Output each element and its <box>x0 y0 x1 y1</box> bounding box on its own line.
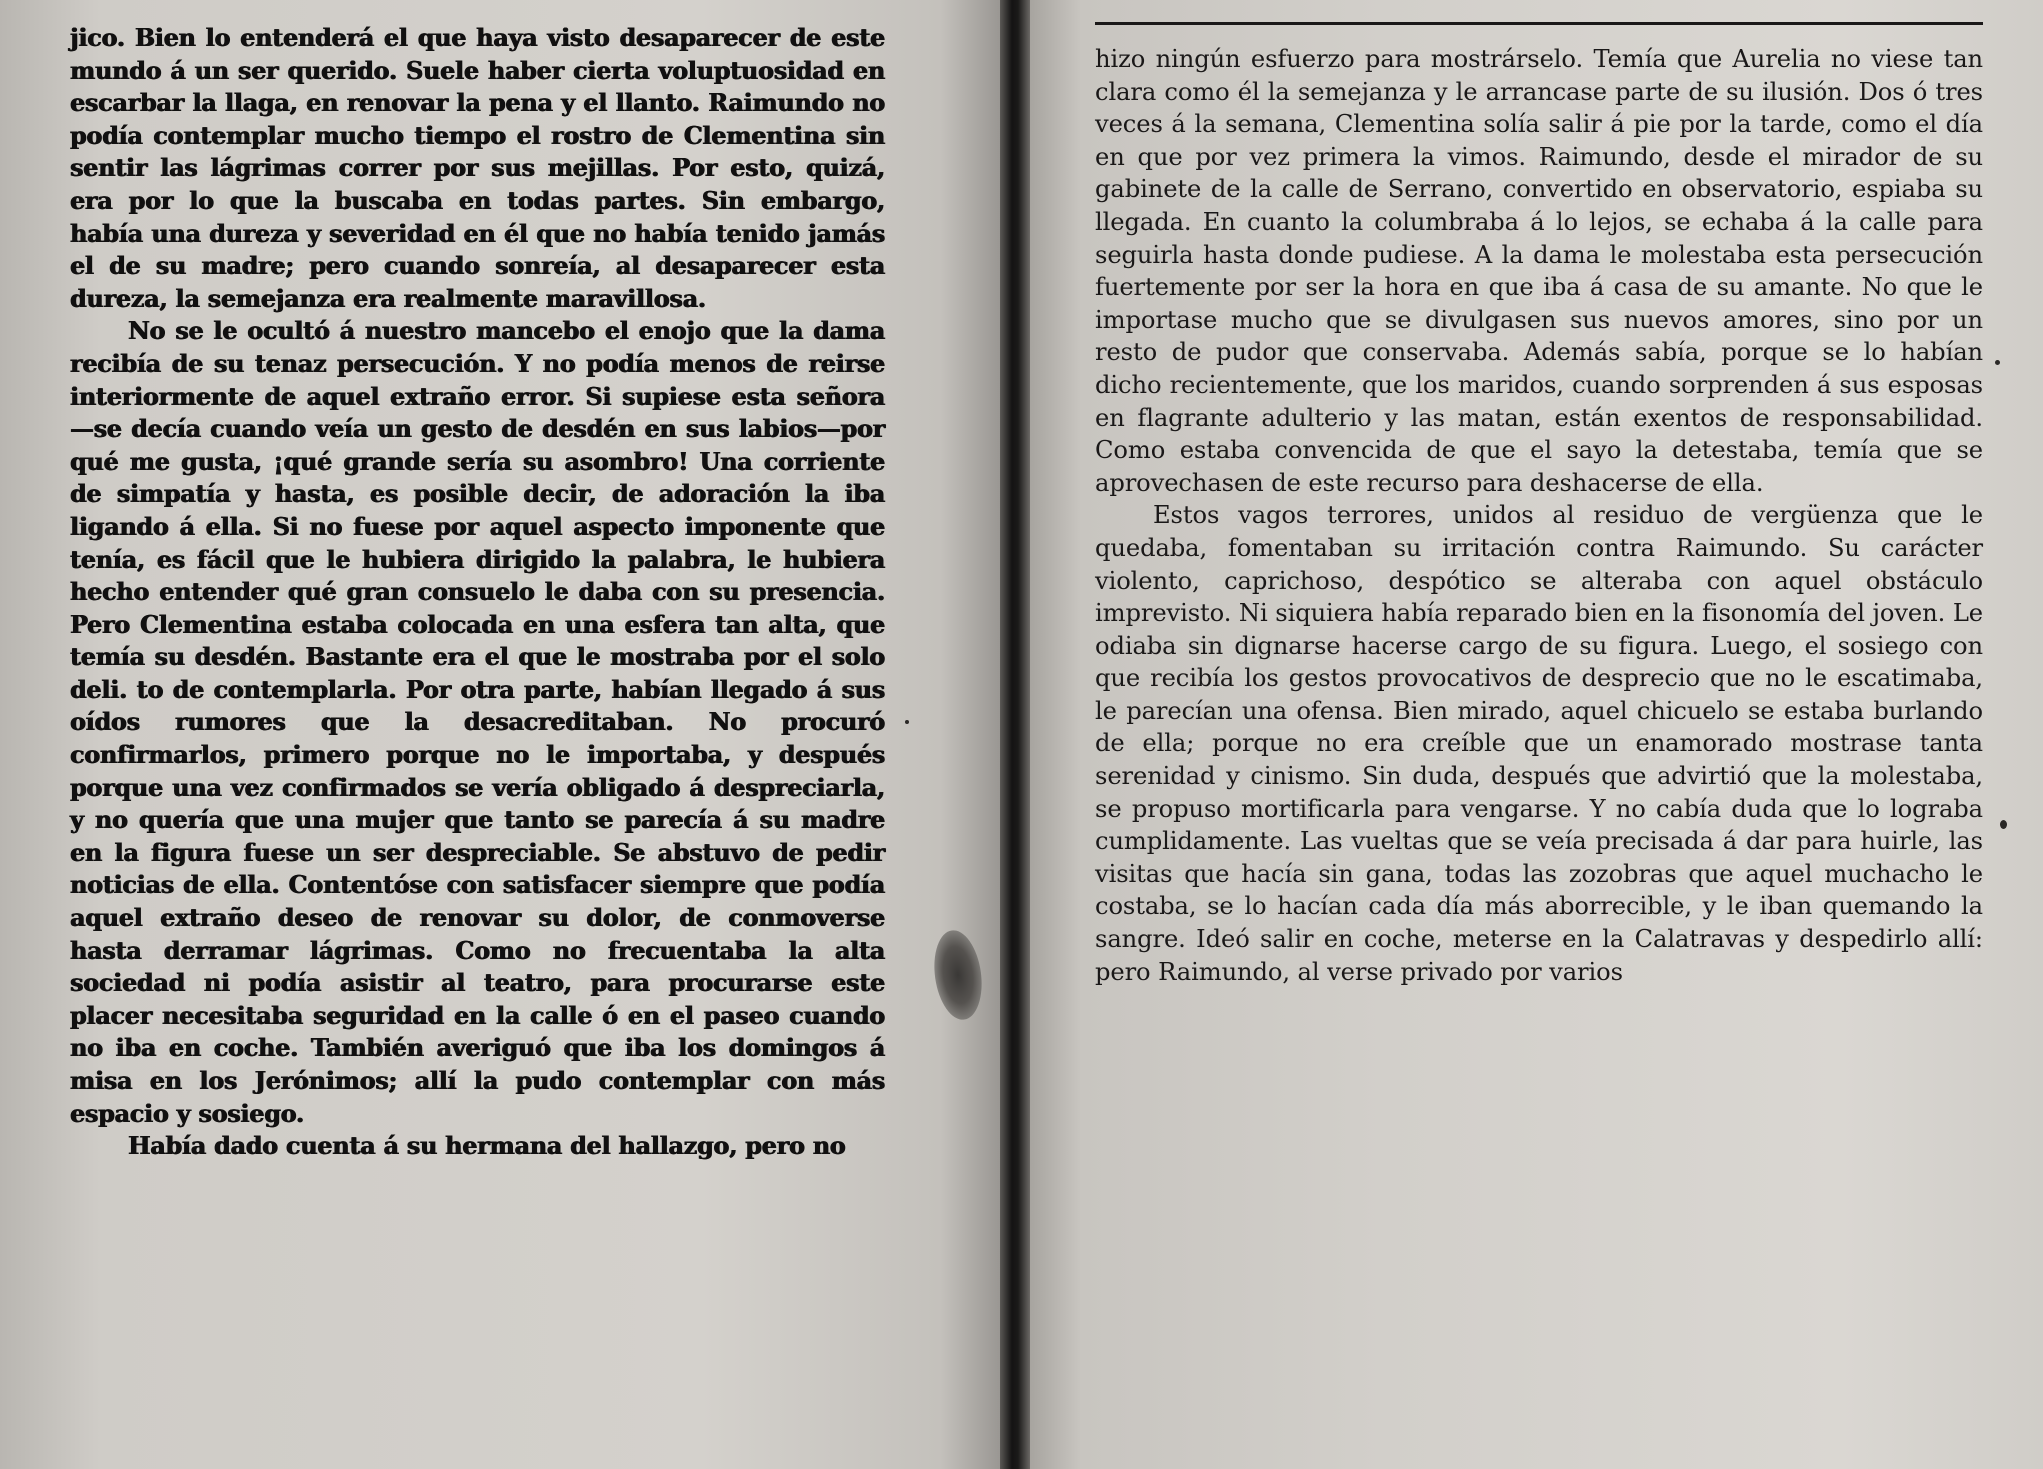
left-paragraph-2: No se le ocultó á nuestro mancebo el enojo que la dama recibía de su tenaz persecución. Y no podía menos de reirse interiormente de aquel extraño error. Si supiese esta señora—se decía cuando veía un gesto de desdén en sus labios—por qué me gusta, ¡qué grande sería su asombro! Una corriente de simpatía y hasta, es posible decir, de adoración la iba ligando á ella. Si no fuese por aquel aspecto imponente que tenía, es fácil que le hubiera dirigido la palabra, le hubiera hecho entender qué gran consuelo le daba con su presencia. Pero Clementina estaba colocada en una esfera tan alta, que temía su desdén. Bastante era el que le mostraba por el solo deli. to de contemplarla. Por otra parte, habían llegado á sus oídos rumores que la desacreditaban. No procuró confirmarlos, primero porque no le importaba, y después porque una vez confirmados se vería obligado á despreciarla, y no quería que una mujer que tanto se parecía á su madre en la figura fuese un ser despreciable. Se abstuvo de pedir noticias de ella. Contentóse con satisfacer siempre que podía aquel extraño deseo de renovar su dolor, de conmoverse hasta derramar lágrimas. Como no frecuentaba la alta sociedad ni podía asistir al teatro, para procurarse este placer necesitaba seguridad en la calle ó en el paseo cuando no iba en coche. También averiguó que iba los domingos á misa en los Jerónimos; allí la pudo contemplar con más espacio y sosiego. <box>70 317 885 1128</box>
right-page <box>1030 0 2043 1469</box>
margin-speck <box>905 720 909 724</box>
right-paragraph-2: Estos vagos terrores, unidos al residuo de vergüenza que le quedaba, fomentaban su irritación contra Raimundo. Su carácter violento, caprichoso, despótico se alteraba con aquel obstáculo imprevisto. Ni siquiera había reparado bien en la fisonomía del joven. Le odiaba sin dignarse hacerse cargo de su figura. Luego, el sosiego con que recibía los gestos provocativos de desprecio que no le escatimaba, le parecían una ofensa. Bien mirado, aquel chicuelo se estaba burlando de ella; porque no era creíble que un enamorado mostrase tanta serenidad y cinismo. Sin duda, después que advirtió que la molestaba, se propuso mortificarla para vengarse. Y no cabía duda que lo lograba cumplidamente. Las vueltas que se veía precisada á dar para huirle, las visitas que hacía sin gana, todas las zozobras que aquel muchacho le costaba, se lo hacían cada día más aborrecible, y le iban quemando la sangre. Ideó salir en coche, meterse en la Calatravas y despedirlo allí: pero Raimundo, al verse privado por varios <box>1095 501 1983 986</box>
left-paragraph-1: jico. Bien lo entenderá el que haya visto desaparecer de este mundo á un ser querido. Suele haber cierta voluptuosidad en escarbar la llaga, en renovar la pena y el llanto. Raimundo no podía contemplar mucho tiempo el rostro de Clementina sin sentir las lágrimas correr por sus mejillas. Por esto, quizá, era por lo que la buscaba en todas partes. Sin embargo, había una dureza y severidad en él que no había tenido jamás el de su madre; pero cuando sonreía, al desaparecer esta dureza, la semejanza era realmente maravillosa. <box>70 24 885 313</box>
ink-smudge <box>929 927 987 1023</box>
header-rule <box>1095 22 1983 25</box>
margin-speck <box>1995 360 2000 365</box>
left-page <box>0 0 1000 1469</box>
right-paragraph-1: hizo ningún esfuerzo para mostrárselo. Temía que Aurelia no viese tan clara como él la semejanza y le arrancase parte de su ilusión. Dos ó tres veces á la semana, Clementina solía salir á pie por la tarde, como el día en que por vez primera la vimos. Raimundo, desde el mirador de su gabinete de la calle de Serrano, convertido en observatorio, espiaba su llegada. En cuanto la columbraba á lo lejos, se echaba á la calle para seguirla hasta donde pudiese. A la dama le molestaba esta persecución fuertemente por ser la hora en que iba á casa de su amante. No que le importase mucho que se divulgasen sus nuevos amores, sino por un resto de pudor que conservaba. Además sabía, porque se lo habían dicho recientemente, que los maridos, cuando sorprenden á sus esposas en flagrante adulterio y las matan, están exentos de responsabilidad. Como estaba convencida de que el sayo la detestaba, temía que se aprovechasen de este recurso para deshacerse de ella. <box>1095 45 1983 497</box>
margin-speck <box>2000 820 2007 829</box>
left-paragraph-3: Había dado cuenta á su hermana del hallazgo, pero no <box>128 1132 846 1161</box>
book-gutter <box>1000 0 1030 1469</box>
